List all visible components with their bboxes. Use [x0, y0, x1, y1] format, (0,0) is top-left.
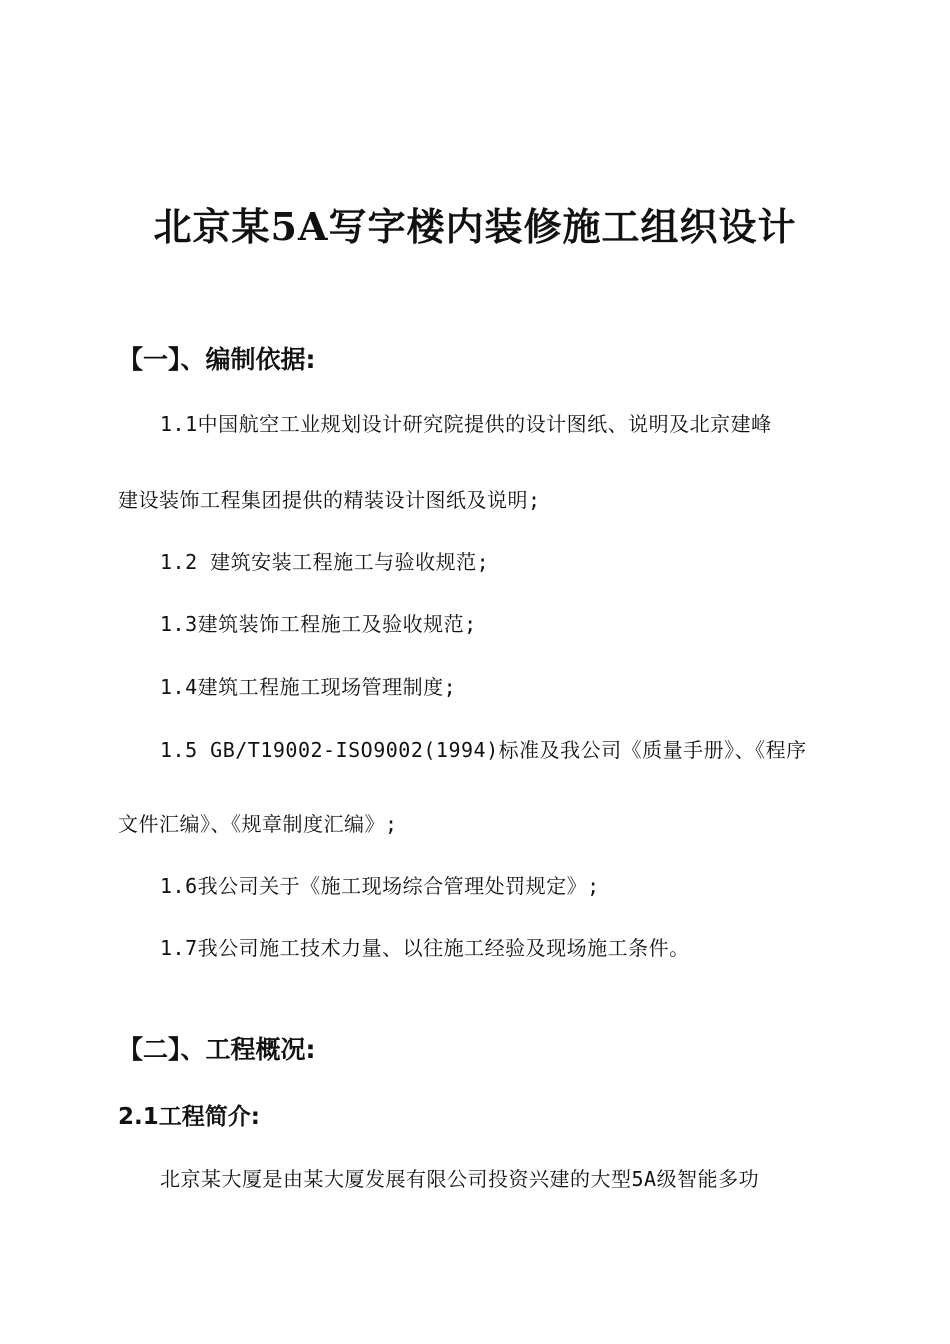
- subsection-heading: 2.1工程简介:: [118, 1104, 260, 1130]
- paragraph-line: 1.4建筑工程施工现场管理制度;: [160, 675, 457, 699]
- paragraph-line: 北京某大厦是由某大厦发展有限公司投资兴建的大型5A级智能多功: [160, 1167, 760, 1191]
- paragraph-line: 文件汇编》、《规章制度汇编》;: [118, 812, 398, 836]
- paragraph-line: 建设装饰工程集团提供的精装设计图纸及说明;: [118, 488, 541, 512]
- paragraph-line: 1.2 建筑安装工程施工与验收规范;: [160, 550, 490, 574]
- document-title: 北京某5A写字楼内装修施工组织设计: [153, 204, 797, 249]
- paragraph-line: 1.5 GB/T19002-ISO9002(1994)标准及我公司《质量手册》、《程序: [160, 738, 807, 762]
- section-heading-overview: 【二】、工程概况:: [118, 1035, 316, 1064]
- paragraph-line: 1.6我公司关于《施工现场综合管理处罚规定》;: [160, 874, 600, 898]
- paragraph-line: 1.1中国航空工业规划设计研究院提供的设计图纸、说明及北京建峰: [160, 412, 772, 436]
- paragraph-line: 1.7我公司施工技术力量、以往施工经验及现场施工条件。: [160, 936, 690, 960]
- section-heading-basis: 【一】、编制依据:: [118, 345, 316, 374]
- paragraph-line: 1.3建筑装饰工程施工及验收规范;: [160, 612, 477, 636]
